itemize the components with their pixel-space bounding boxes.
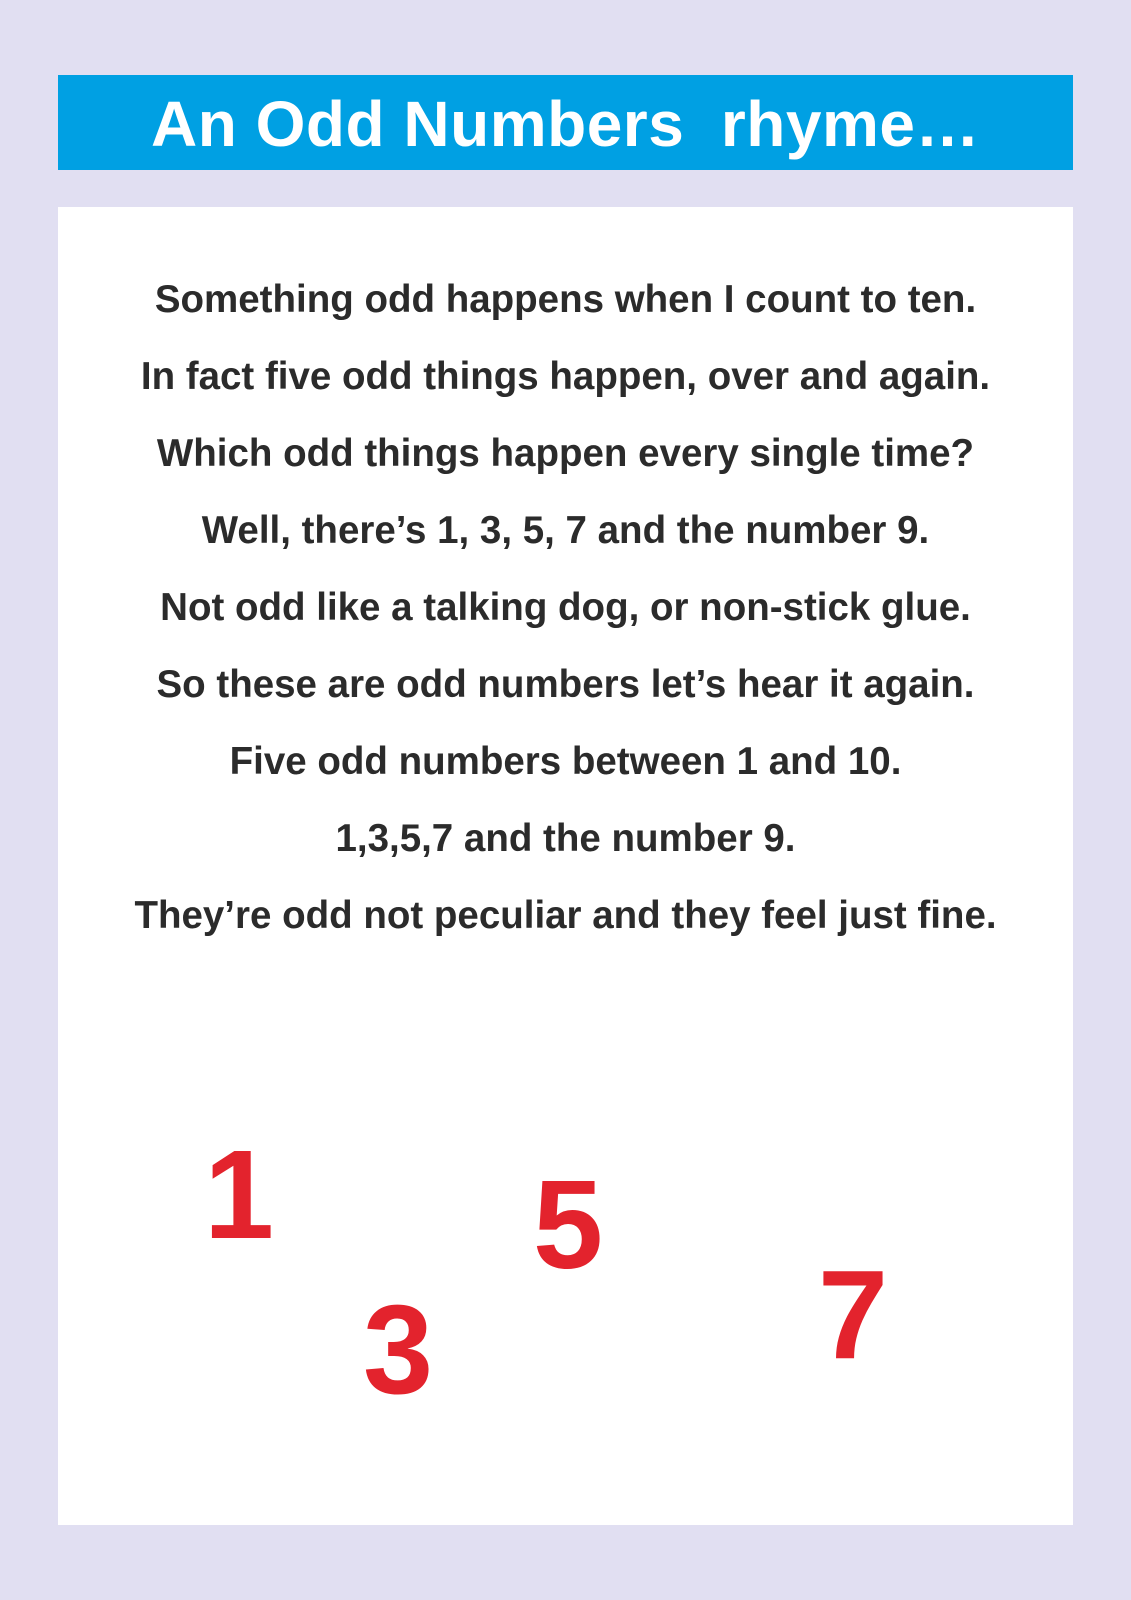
page-title: An Odd Numbers rhyme…: [151, 87, 980, 160]
poem-card: [58, 207, 1073, 1525]
odd-number-1: 1: [204, 1124, 275, 1265]
poem-line: Not odd like a talking dog, or non-stick glue.: [160, 586, 971, 629]
title-banner: [58, 75, 1073, 170]
poem-line: 1,3,5,7 and the number 9.: [335, 817, 796, 860]
poem-line: So these are odd numbers let’s hear it again.: [156, 663, 975, 706]
poem-line: Five odd numbers between 1 and 10.: [229, 740, 902, 783]
odd-number-3: 3: [363, 1279, 434, 1420]
poem-line: Well, there’s 1, 3, 5, 7 and the number 9.: [201, 509, 930, 552]
odd-number-5: 5: [533, 1154, 604, 1295]
poem: [58, 277, 1073, 970]
poem-line: They’re odd not peculiar and they feel just fine.: [134, 894, 997, 937]
poem-line: Something odd happens when I count to ten.: [154, 278, 977, 321]
odd-number-7: 7: [818, 1244, 889, 1385]
poem-line: In fact five odd things happen, over and again.: [140, 355, 991, 398]
poem-line: Which odd things happen every single time?: [156, 432, 975, 475]
